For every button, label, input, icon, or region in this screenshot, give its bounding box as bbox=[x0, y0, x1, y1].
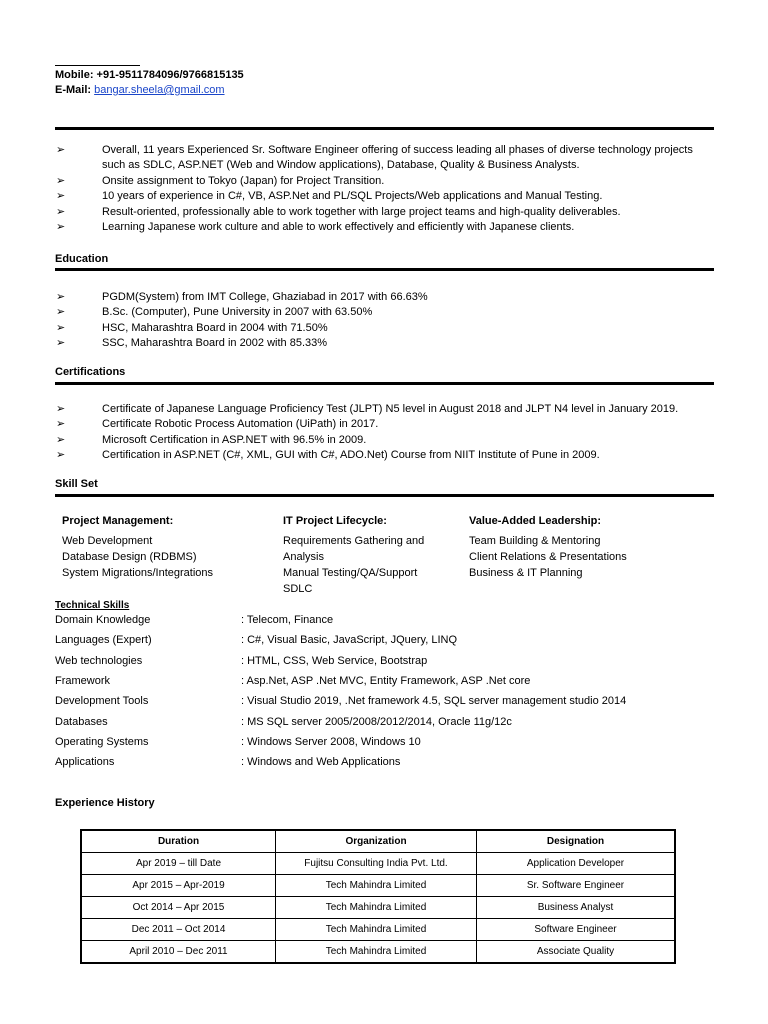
skill-item: Web Development bbox=[62, 535, 153, 547]
table-cell: April 2010 – Dec 2011 bbox=[81, 941, 276, 964]
arrow-bullet-icon: ➢ bbox=[56, 205, 66, 218]
experience-heading: Experience History bbox=[55, 797, 155, 809]
list-item: ➢ Overall, 11 years Experienced Sr. Software Engineer offering of success leading all phases of diverse technology projects such as SDLC, ASP.NET (Web and Window applications), Database, Quality & Business Analysts. bbox=[56, 144, 693, 172]
skill-item: Client Relations & Presentations bbox=[469, 551, 627, 563]
education-heading: Education bbox=[55, 253, 109, 265]
arrow-bullet-icon: ➢ bbox=[56, 403, 66, 415]
mobile-line: Mobile: +91-9511784096/9766815135 bbox=[55, 69, 244, 81]
skill-item: Business & IT Planning bbox=[469, 567, 583, 579]
technical-skills-heading: Technical Skills bbox=[55, 600, 130, 611]
table-cell: Software Engineer bbox=[477, 919, 676, 941]
skill-item: System Migrations/Integrations bbox=[62, 567, 214, 579]
list-item: ➢ Certificate of Japanese Language Proficiency Test (JLPT) N5 level in August 2018 and JLPT N4 level in January 2019. bbox=[56, 402, 716, 417]
table-cell: Dec 2011 – Oct 2014 bbox=[81, 919, 276, 941]
column-header: Duration bbox=[81, 830, 276, 853]
tech-row: Languages (Expert) : C#, Visual Basic, JavaScript, JQuery, LINQ bbox=[55, 634, 458, 646]
certifications-heading: Certifications bbox=[55, 366, 126, 378]
summary-list bbox=[56, 143, 716, 235]
table-cell: Oct 2014 – Apr 2015 bbox=[81, 897, 276, 919]
tech-row: Development Tools : Visual Studio 2019, .Net framework 4.5, SQL server management studio 2014 bbox=[55, 695, 627, 707]
column-header: Organization bbox=[276, 830, 477, 853]
list-item: ➢ Certificate Robotic Process Automation (UiPath) in 2017. bbox=[56, 417, 716, 432]
table-cell: Apr 2015 – Apr-2019 bbox=[81, 875, 276, 897]
email-line bbox=[55, 83, 244, 98]
list-item: ➢ Certification in ASP.NET (C#, XML, GUI with C#, ADO.Net) Course from NIIT Institute of Pune in 2009. bbox=[56, 448, 716, 463]
arrow-bullet-icon: ➢ bbox=[56, 433, 66, 446]
arrow-bullet-icon: ➢ bbox=[56, 144, 66, 156]
skill-item: Team Building & Mentoring bbox=[469, 535, 601, 547]
section-rule bbox=[55, 127, 714, 130]
table-row bbox=[81, 941, 675, 964]
skill-column-leadership bbox=[469, 513, 689, 581]
column-header: Designation bbox=[477, 830, 676, 853]
skill-item: Database Design (RDBMS) bbox=[62, 551, 197, 563]
skill-set-heading: Skill Set bbox=[55, 478, 98, 490]
tech-row: Databases : MS SQL server 2005/2008/2012/2014, Oracle 11g/12c bbox=[55, 716, 512, 728]
table-row bbox=[81, 853, 675, 875]
arrow-bullet-icon: ➢ bbox=[56, 190, 66, 203]
section-rule bbox=[55, 268, 714, 271]
tech-row: Applications : Windows and Web Applications bbox=[55, 756, 401, 768]
name-underline bbox=[55, 65, 140, 66]
email-link[interactable]: bangar.sheela@gmail.com bbox=[94, 84, 225, 96]
skill-column-title: Project Management: bbox=[62, 515, 174, 527]
tech-row: Operating Systems : Windows Server 2008, Windows 10 bbox=[55, 736, 421, 748]
skill-item: Requirements Gathering and Analysis bbox=[283, 535, 425, 563]
table-row bbox=[81, 875, 675, 897]
list-item: ➢ Onsite assignment to Tokyo (Japan) for Project Transition. bbox=[56, 174, 716, 189]
table-cell: Tech Mahindra Limited bbox=[276, 941, 477, 964]
table-cell: Tech Mahindra Limited bbox=[276, 875, 477, 897]
skill-column-title: Value-Added Leadership: bbox=[469, 515, 602, 527]
tech-row: Web technologies : HTML, CSS, Web Service, Bootstrap bbox=[55, 655, 428, 667]
arrow-bullet-icon: ➢ bbox=[56, 174, 66, 187]
skill-column-title: IT Project Lifecycle: bbox=[283, 515, 387, 527]
table-cell: Sr. Software Engineer bbox=[477, 875, 676, 897]
table-cell: Apr 2019 – till Date bbox=[81, 853, 276, 875]
arrow-bullet-icon: ➢ bbox=[56, 449, 66, 462]
arrow-bullet-icon: ➢ bbox=[56, 291, 66, 303]
arrow-bullet-icon: ➢ bbox=[56, 221, 66, 234]
table-cell: Business Analyst bbox=[477, 897, 676, 919]
arrow-bullet-icon: ➢ bbox=[56, 321, 66, 334]
skill-item: Manual Testing/QA/Support bbox=[283, 567, 418, 579]
list-item: ➢ HSC, Maharashtra Board in 2004 with 71.50% bbox=[56, 321, 716, 336]
list-item: ➢ Learning Japanese work culture and able to work effectively and efficiently with Japanese clients. bbox=[56, 220, 716, 235]
list-item: ➢ Result-oriented, professionally able to work together with large project teams and high-quality deliverables. bbox=[56, 205, 716, 220]
education-list bbox=[56, 290, 716, 352]
table-cell: Tech Mahindra Limited bbox=[276, 919, 477, 941]
table-header-row bbox=[81, 830, 675, 853]
experience-table bbox=[80, 829, 676, 964]
list-item: ➢ 10 years of experience in C#, VB, ASP.Net and PL/SQL Projects/Web applications and Manual Testing. bbox=[56, 189, 716, 204]
table-cell: Tech Mahindra Limited bbox=[276, 897, 477, 919]
list-item: ➢ SSC, Maharashtra Board in 2002 with 85.33% bbox=[56, 336, 716, 351]
tech-row: Domain Knowledge : Telecom, Finance bbox=[55, 614, 334, 626]
tech-row: Framework : Asp.Net, ASP .Net MVC, Entity Framework, ASP .Net core bbox=[55, 675, 531, 687]
skill-item: SDLC bbox=[283, 583, 313, 595]
list-item: ➢ PGDM(System) from IMT College, Ghaziabad in 2017 with 66.63% bbox=[56, 290, 716, 305]
list-item: ➢ Microsoft Certification in ASP.NET with 96.5% in 2009. bbox=[56, 433, 716, 448]
arrow-bullet-icon: ➢ bbox=[56, 306, 66, 319]
list-item: ➢ B.Sc. (Computer), Pune University in 2007 with 63.50% bbox=[56, 305, 716, 320]
section-rule bbox=[55, 382, 714, 385]
contact-block bbox=[55, 68, 244, 98]
table-row bbox=[81, 897, 675, 919]
skill-column-project-management bbox=[62, 513, 272, 581]
table-cell: Application Developer bbox=[477, 853, 676, 875]
email-label: E-Mail: bbox=[55, 84, 95, 96]
arrow-bullet-icon: ➢ bbox=[56, 337, 66, 350]
section-rule bbox=[55, 494, 714, 497]
arrow-bullet-icon: ➢ bbox=[56, 418, 66, 431]
table-cell: Associate Quality bbox=[477, 941, 676, 964]
table-cell: Fujitsu Consulting India Pvt. Ltd. bbox=[276, 853, 477, 875]
skill-column-it-lifecycle bbox=[283, 513, 448, 597]
certifications-list bbox=[56, 402, 716, 464]
table-row bbox=[81, 919, 675, 941]
